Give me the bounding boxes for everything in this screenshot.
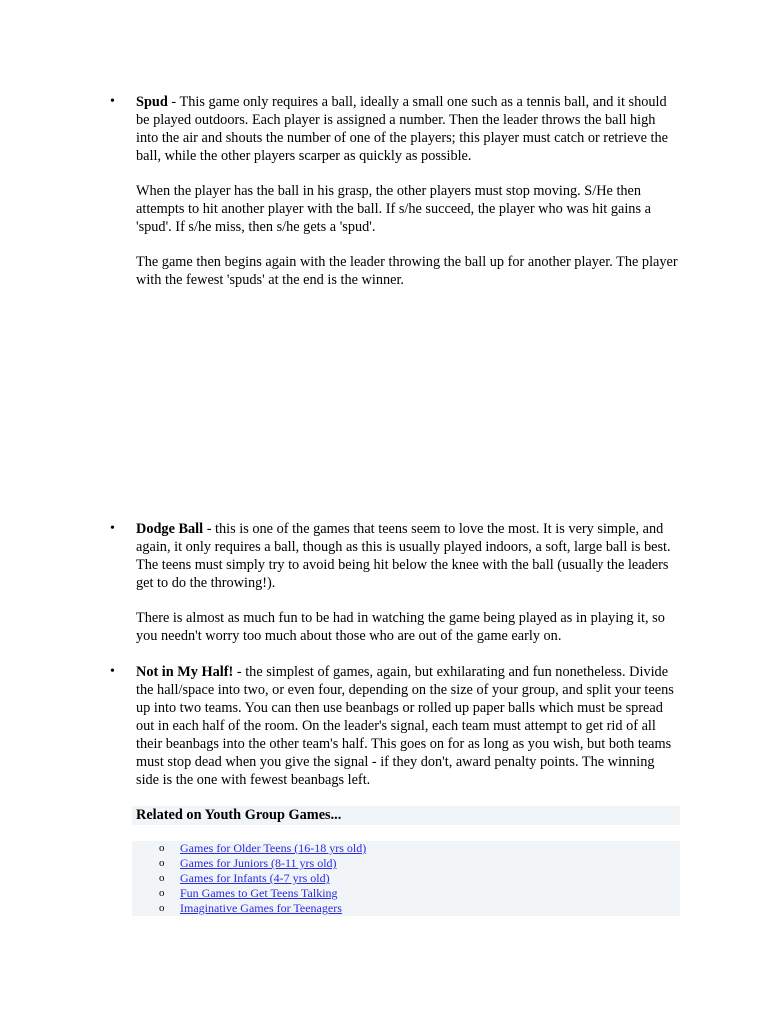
related-link-item	[132, 841, 680, 856]
related-heading: Related on Youth Group Games...	[132, 806, 680, 825]
game-item-spud	[110, 93, 681, 289]
bullet-icon: •	[110, 664, 115, 679]
related-link-item	[132, 886, 680, 901]
game-title: Dodge Ball	[136, 521, 204, 537]
game-paragraph: There is almost as much fun to be had in watching the game being played as in playing it, so you needn't worry too much about those who are out of the game early on.	[136, 610, 665, 644]
game-description	[136, 93, 681, 165]
related-link[interactable]: Games for Older Teens (16-18 yrs old)	[180, 841, 367, 855]
related-link-item	[132, 901, 680, 916]
game-text: - this is one of the games that teens seem to love the most. It is very simple, and again, it only requires a ball, though as this is usually played indoors, a soft, large ball is best. The teens must simply try to avoid being hit below the knee with the ball (usually the leaders get to do the throwing!).	[136, 521, 671, 591]
bullet-icon: •	[110, 521, 115, 536]
game-text: - the simplest of games, again, but exhilarating and fun nonetheless. Divide the hall/space into two, or even four, depending on the size of your group, and split your teens up into two teams. You can then use beanbags or rolled up paper balls which must be spread out in each half of the room. On the leader's signal, each team must attempt to get rid of all their beanbags into the other team's half. This goes on for as long as you wish, but both teams must stop dead when you give the signal - if they don't, award penalty points. The winning side is the one with fewest beanbags left.	[136, 664, 674, 788]
game-item-dodge-ball	[110, 520, 681, 645]
related-link-item	[132, 856, 680, 871]
related-links-list	[132, 841, 680, 916]
bullet-icon: •	[110, 94, 115, 109]
list-marker-icon: o	[159, 857, 165, 869]
game-title: Spud	[136, 94, 168, 110]
game-text: - This game only requires a ball, ideally a small one such as a tennis ball, and it should be played outdoors. Each player is assigned a number. Then the leader throws the ball high into the air and shouts the number of one of the players; this player must catch or retrieve the ball, while the other players scarper as quickly as possible.	[136, 94, 669, 164]
game-description	[136, 663, 681, 789]
related-link-item	[132, 871, 680, 886]
game-description	[136, 520, 681, 592]
list-marker-icon: o	[159, 902, 165, 914]
related-link[interactable]: Fun Games to Get Teens Talking	[180, 886, 338, 900]
related-link[interactable]: Imaginative Games for Teenagers	[180, 901, 342, 915]
list-marker-icon: o	[159, 887, 165, 899]
related-link[interactable]: Games for Infants (4-7 yrs old)	[180, 871, 330, 885]
list-marker-icon: o	[159, 872, 165, 884]
game-item-not-in-my-half	[110, 663, 681, 789]
game-title: Not in My Half!	[136, 664, 234, 680]
list-marker-icon: o	[159, 842, 165, 854]
game-paragraph: The game then begins again with the leader throwing the ball up for another player. The player with the fewest 'spuds' at the end is the winner.	[136, 254, 678, 288]
related-link[interactable]: Games for Juniors (8-11 yrs old)	[180, 856, 337, 870]
related-box	[132, 806, 680, 916]
game-paragraph: When the player has the ball in his grasp, the other players must stop moving. S/He then attempts to hit another player with the ball. If s/he succeed, the player who was hit gains a 'spud'. If s/he miss, then s/he gets a 'spud'.	[136, 183, 651, 235]
